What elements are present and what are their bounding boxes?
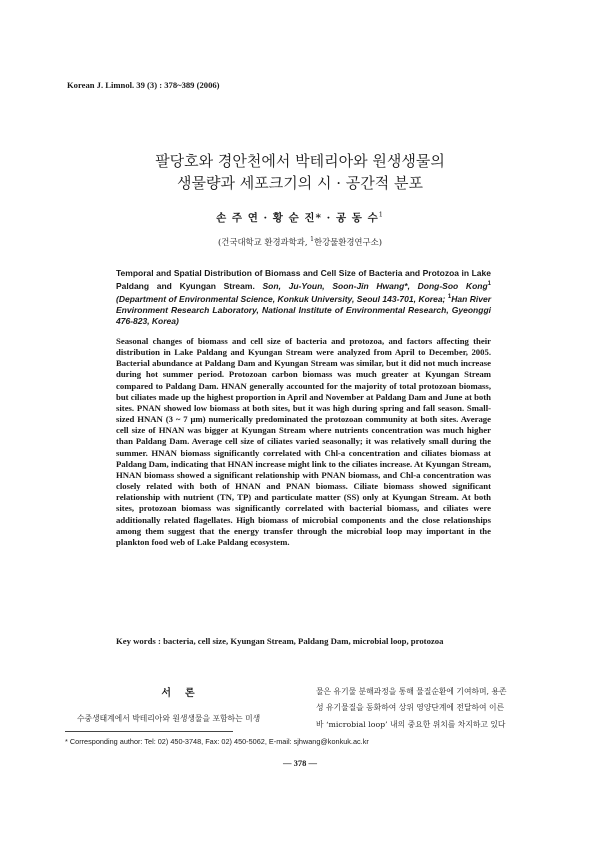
- body-right-line-2: 성 유기물질을 동화하여 상위 영양단계에 전달하여 이른: [316, 703, 505, 713]
- english-affiliation-1: (Department of Environmental Science, Konkuk University, Seoul 143-701, Korea;: [116, 294, 448, 305]
- body-right-line-1: 물은 유기물 분해과정을 통해 물질순환에 기여하며, 용존: [316, 687, 507, 696]
- title-korean-line-1: 팔당호와 경안천에서 박테리아와 원생생물의: [155, 152, 445, 170]
- english-title: Temporal and Spatial Distribution of Biomass and Cell Size of Bacteria and Protozoa in Lake Paldang and Kyungan Stream.: [116, 268, 491, 292]
- body-right-column: [316, 684, 532, 733]
- footnote: * Corresponding author: Tel: 02) 450-3748, Fax: 02) 450-5062, E-mail: sjhwang@konkuk.ac.kr: [65, 737, 369, 746]
- keywords-block: [116, 636, 491, 648]
- english-authors-sup: 1: [487, 281, 491, 288]
- body-left-column: 수중생태계에서 박테리아와 원생생물을 포함하는 미생: [77, 714, 261, 723]
- keywords-list: bacteria, cell size, Kyungan Stream, Paldang Dam, microbial loop, protozoa: [163, 636, 444, 646]
- title-korean: [0, 150, 600, 194]
- page-number: — 378 —: [283, 758, 317, 768]
- english-affiliation-sup: 1: [447, 294, 452, 301]
- authors-korean: [0, 210, 600, 225]
- journal-reference: Korean J. Limnol. 39 (3) : 378~389 (2006): [67, 80, 220, 90]
- affiliation-korean-sup: 1: [310, 236, 314, 244]
- authors-korean-sup: 1: [378, 210, 384, 219]
- affiliation-korean-2: 한강물환경연구소): [313, 237, 382, 247]
- affiliation-korean: [0, 236, 600, 248]
- section-heading: 서론: [161, 688, 209, 699]
- english-authors: Son, Ju-Youn, Soon-Jin Hwang*, Dong-Soo Kong: [262, 281, 488, 292]
- affiliation-korean-1: (건국대학교 환경과학과,: [218, 237, 311, 247]
- title-korean-line-2: 생물량과 세포크기의 시 · 공간적 분포: [177, 174, 423, 192]
- body-right-line-3: 바 ‘microbial loop’ 내의 중요한 위치를 차지하고 있다: [316, 719, 506, 729]
- footnote-rule: [65, 731, 233, 732]
- abstract-text: Seasonal changes of biomass and cell size of bacteria and protozoa, and factors affecting their distribution in Lake Paldang and Kyungan Stream were analyzed from April to December, 2005. Bacterial abundance at Paldang Dam and Kyungan Stream was similar, but it did not much increase during hot summer period. Protozoan carbon biomass was much greater at Kyungan Stream compared to Paldang Dam. HNAN generally accounted for the majority of total protozoan biomass, but ciliates made up the highest proportion in April and November at Paldang Dam and June at both sites. PNAN showed low biomass at both sites, but it was high during spring and fall season. Small-sized HNAN (3 ~ 7 μm) numerically predominated the protozoan community at both sites. Average cell size of HNAN was bigger at Kyungan Stream where nutrients concentration was much higher than Paldang Dam. Average cell size of ciliates varied seasonally; it was relatively small during the summer. HNAN biomass significantly correlated with Chl-a concentration and ciliates biomass at Paldang Dam, indicating that HNAN increase might link to the ciliates increase. At Kyungan Stream, HNAN biomass showed a significant relationship with PNAN biomass, and Chl-a concentration was closely related with both of HNAN and PNAN biomass. Ciliate biomass showed significant relationship with nutrient (TN, TP) and particulate matter (SS) only at Kyungan Stream. At both sites, protozoan biomass was significantly correlated with bacterial biomass, and ciliates were additionally related flagellates. High biomass of microbial components and the close relationships among them suggest that the energy transfer through the microbial loop may important in the plankton food web of Lake Paldang ecosystem.: [116, 336, 491, 547]
- english-title-block: [116, 268, 491, 328]
- abstract: [116, 336, 491, 548]
- english-affiliation-2: Han River Environment Research Laboratory, National Institute of Environmental Research, Gyeonggi 476-823, Korea): [116, 294, 492, 327]
- keywords-label: Key words :: [116, 636, 164, 646]
- authors-korean-names: 손 주 연 · 황 순 진* · 공 동 수: [216, 212, 379, 224]
